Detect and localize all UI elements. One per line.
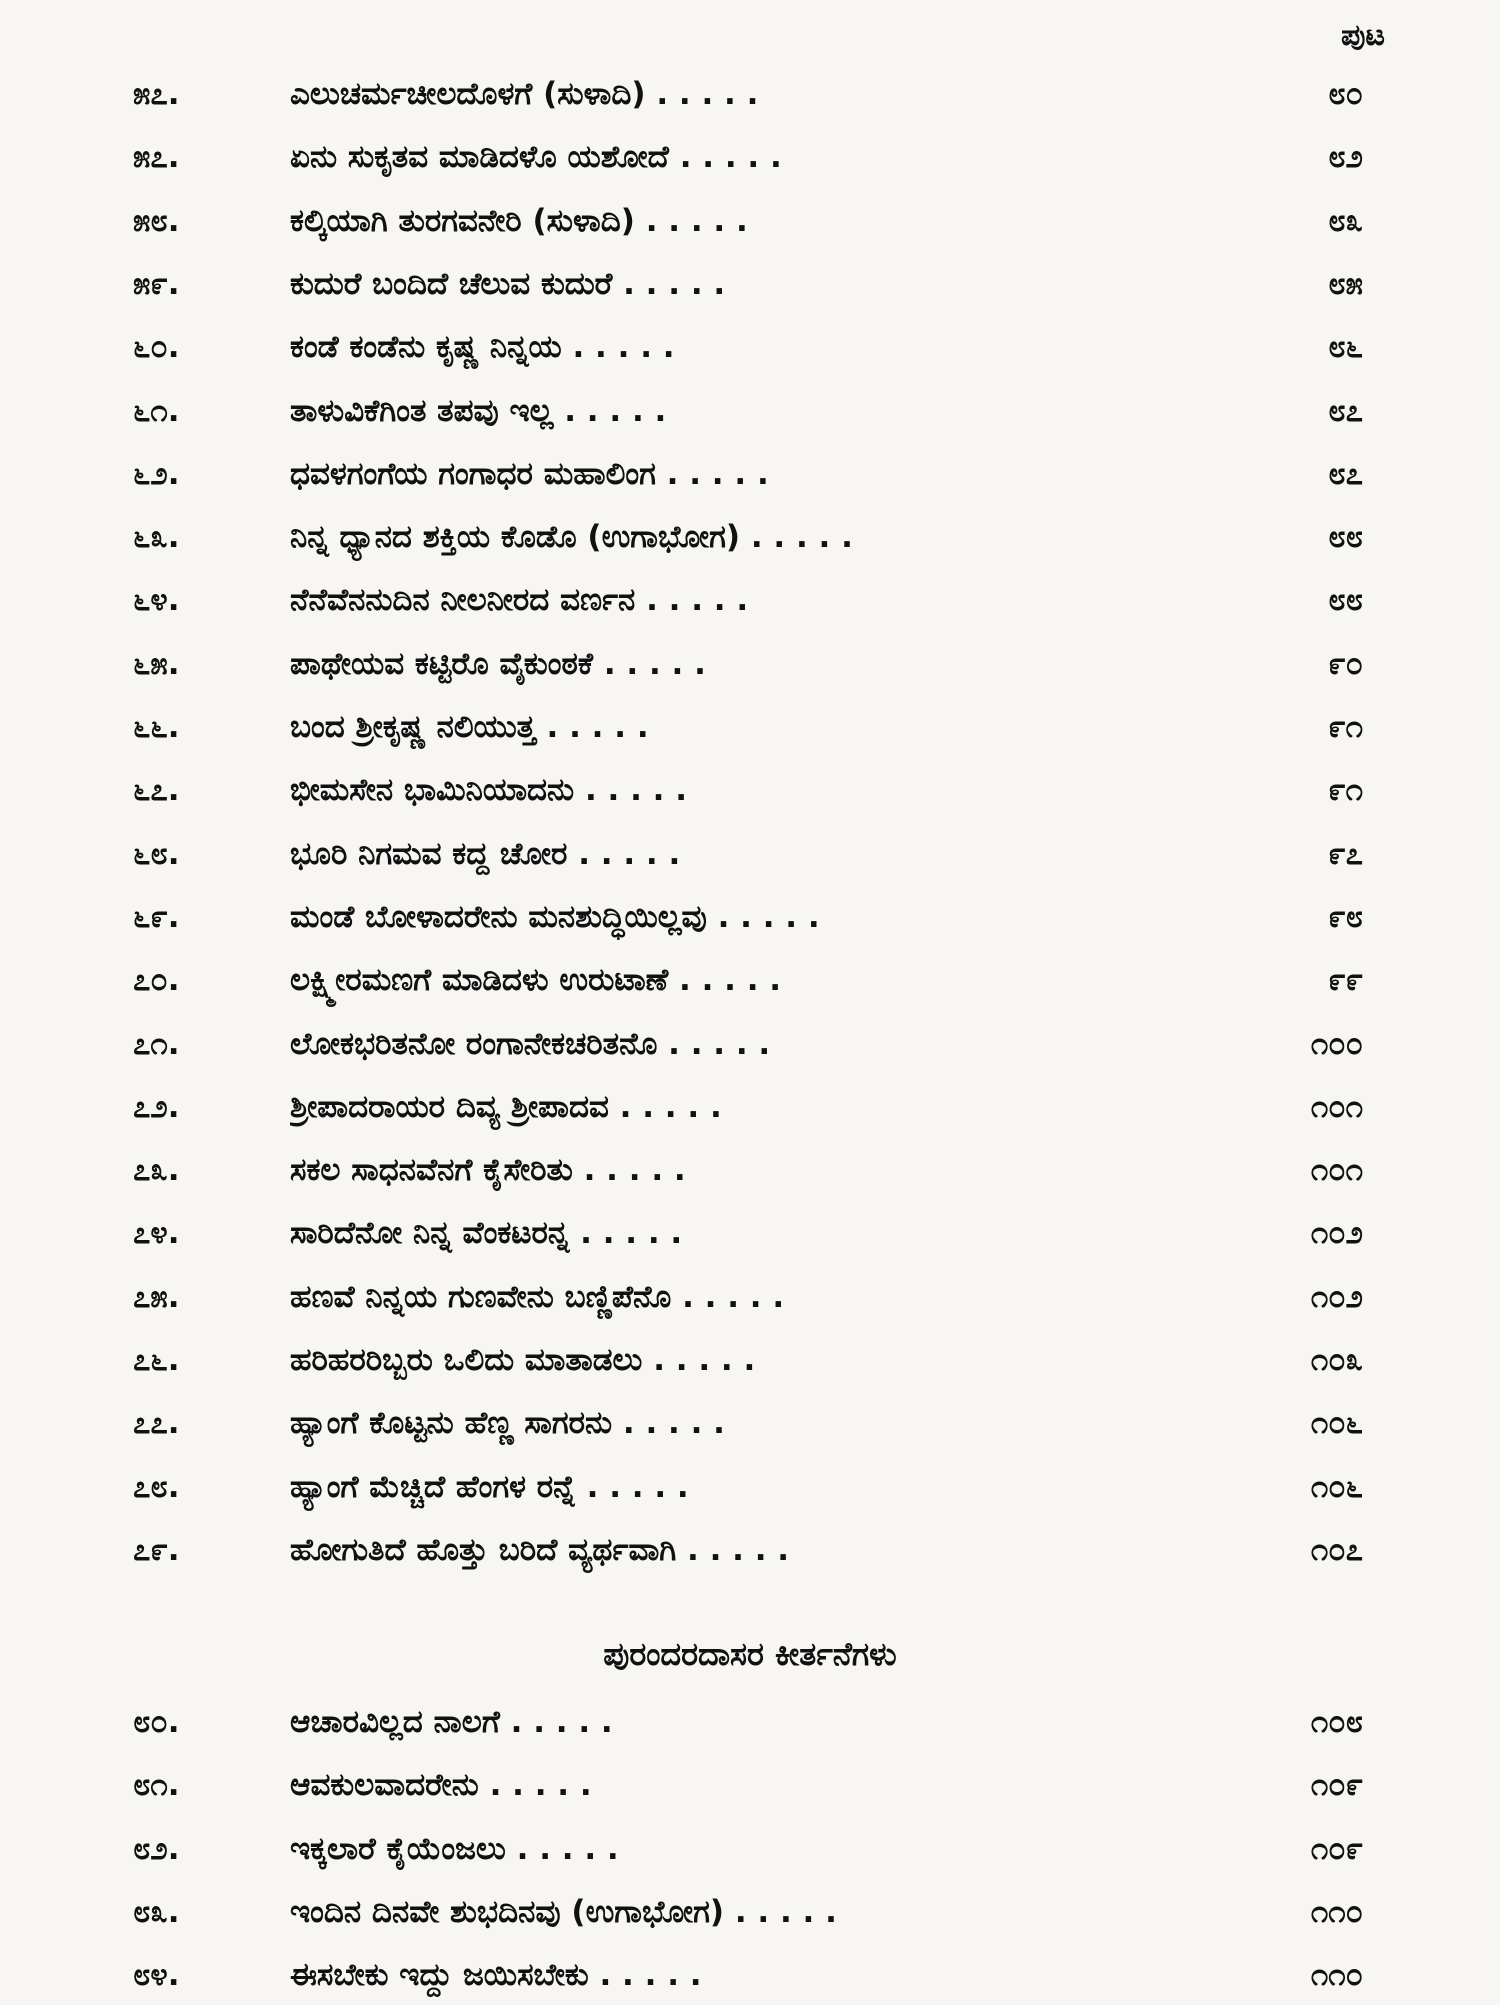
- entry-number: ೭೨.: [133, 1088, 180, 1125]
- entry-number: ೫೮.: [133, 202, 180, 239]
- entry-number: ೮೩.: [133, 1893, 180, 1930]
- entry-title: ಭೀಮಸೇನ ಭಾಮಿನಿಯಾದನು . . . . .: [290, 772, 687, 809]
- entry-page-number: ೮೫: [1328, 265, 1363, 302]
- entry-page-number: ೮೭: [1328, 455, 1363, 492]
- entry-page-number: ೧೦೭: [1310, 1531, 1363, 1568]
- toc-entry: [0, 1330, 1500, 1390]
- entry-page-number: ೮೦: [1328, 76, 1363, 112]
- entry-title: ಹೋಗುತಿದೆ ಹೊತ್ತು ಬರಿದೆ ವ್ಯರ್ಥವಾಗಿ . . . . .: [290, 1531, 790, 1568]
- toc-entry: [0, 64, 1500, 124]
- entry-number: ೭೪.: [133, 1215, 180, 1252]
- entry-number: ೫೭.: [133, 139, 180, 176]
- page-column-label: ಪುಟ: [1340, 18, 1385, 53]
- entry-title: ಇಂದಿನ ದಿನವೇ ಶುಭದಿನವು (ಉಗಾಭೋಗ) . . . . .: [290, 1893, 837, 1930]
- toc-entry: [0, 1882, 1500, 1942]
- entry-title: ಏನು ಸುಕೃತವ ಮಾಡಿದಳೊ ಯಶೋದೆ . . . . .: [290, 139, 782, 176]
- entry-page-number: ೧೧೦: [1310, 1893, 1363, 1930]
- entry-title: ಹ್ಯಾಂಗೆ ಮೆಚ್ಚಿದೆ ಹೆಂಗಳ ರನ್ನೆ . . . . .: [290, 1468, 689, 1505]
- toc-entry: [0, 1014, 1500, 1074]
- entry-title: ಭೂರಿ ನಿಗಮವ ಕದ್ದ ಚೋರ . . . . .: [290, 835, 681, 872]
- entry-page-number: ೧೦೬: [1310, 1468, 1363, 1505]
- entry-title: ಧವಳಗಂಗೆಯ ಗಂಗಾಧರ ಮಹಾಲಿಂಗ . . . . .: [290, 455, 769, 492]
- entry-page-number: ೧೦೯: [1310, 1830, 1363, 1867]
- entry-number: ೭೯.: [133, 1531, 180, 1568]
- entry-page-number: ೧೦೧: [1310, 1088, 1363, 1125]
- entry-title: ಆಚಾರವಿಲ್ಲದ ನಾಲಗೆ . . . . .: [290, 1704, 613, 1740]
- entry-number: ೬೧.: [133, 392, 180, 429]
- entry-number: ೭೩.: [133, 1152, 180, 1189]
- entry-title: ಶ್ರೀಪಾದರಾಯರ ದಿವ್ಯ ಶ್ರೀಪಾದವ . . . . .: [290, 1088, 722, 1125]
- entry-title: ಹ್ಯಾಂಗೆ ಕೊಟ್ಟನು ಹೆಣ್ಣ ಸಾಗರನು . . . . .: [290, 1405, 725, 1442]
- toc-entry: [0, 634, 1500, 694]
- entry-number: ೭೮.: [133, 1468, 180, 1505]
- section-heading: ಪುರಂದರದಾಸರ ಕೀರ್ತನೆಗಳು: [603, 1635, 897, 1673]
- entry-page-number: ೯೦: [1328, 645, 1363, 682]
- entry-number: ೬೩.: [133, 519, 180, 556]
- toc-entry: [0, 1140, 1500, 1200]
- toc-entry: [0, 1755, 1500, 1815]
- entry-page-number: ೯೧: [1328, 709, 1363, 745]
- toc-entry: [0, 950, 1500, 1010]
- toc-entry: [0, 1692, 1500, 1752]
- toc-entry: [0, 317, 1500, 377]
- entry-title: ಪಾಥೇಯವ ಕಟ್ಟಿರೊ ವೈಕುಂಠಕೆ . . . . .: [290, 645, 706, 682]
- entry-title: ಹಣವೆ ನಿನ್ನಯ ಗುಣವೇನು ಬಣ್ಣಿಪೆನೊ . . . . .: [290, 1278, 785, 1315]
- toc-entry: [0, 444, 1500, 504]
- entry-number: ೫೭.: [133, 76, 180, 112]
- entry-number: ೬೮.: [133, 835, 180, 872]
- entry-title: ಕುದುರೆ ಬಂದಿದೆ ಚೆಲುವ ಕುದುರೆ . . . . .: [290, 265, 726, 302]
- toc-entry: [0, 1077, 1500, 1137]
- toc-entry: [0, 507, 1500, 567]
- entry-number: ೬೫.: [133, 645, 180, 682]
- entry-page-number: ೧೦೩: [1310, 1342, 1363, 1378]
- toc-entry: [0, 1393, 1500, 1453]
- toc-entry: [0, 697, 1500, 757]
- toc-entry: [0, 887, 1500, 947]
- entry-page-number: ೮೩: [1328, 202, 1363, 239]
- entry-title: ಈಸಬೇಕು ಇದ್ದು ಜಯಿಸಬೇಕು . . . . .: [290, 1957, 702, 1994]
- entry-title: ತಾಳುವಿಕೆಗಿಂತ ತಪವು ಇಲ್ಲ . . . . .: [290, 392, 667, 429]
- toc-entry: [0, 760, 1500, 820]
- entry-page-number: ೮೨: [1328, 139, 1363, 176]
- entry-page-number: ೧೦೬: [1310, 1405, 1363, 1442]
- toc-entry: [0, 1457, 1500, 1517]
- toc-entry: [0, 127, 1500, 187]
- entry-page-number: ೯೭: [1328, 835, 1363, 872]
- entry-number: ೮೧.: [133, 1767, 180, 1804]
- entry-number: ೭೦.: [133, 962, 180, 999]
- entry-number: ೫೯.: [133, 265, 180, 302]
- entry-title: ಸಾರಿದೆನೋ ನಿನ್ನ ವೆಂಕಟರನ್ನ . . . . .: [290, 1215, 683, 1252]
- toc-entry: [0, 824, 1500, 884]
- toc-entry: [0, 254, 1500, 314]
- entry-number: ೬೯.: [133, 898, 180, 935]
- entry-title: ಕಲ್ಕಿಯಾಗಿ ತುರಗವನೇರಿ (ಸುಳಾದಿ) . . . . .: [290, 202, 748, 239]
- entry-number: ೮೦.: [133, 1704, 180, 1740]
- entry-title: ಲಕ್ಷ್ಮೀರಮಣಗೆ ಮಾಡಿದಳು ಉರುಟಾಣೆ . . . . .: [290, 962, 782, 999]
- entry-number: ೬೨.: [133, 455, 180, 492]
- entry-number: ೬೪.: [133, 582, 180, 619]
- entry-page-number: ೮೮: [1328, 582, 1363, 619]
- entry-page-number: ೧೦೨: [1310, 1215, 1363, 1252]
- entry-title: ಬಂದ ಶ್ರೀಕೃಷ್ಣ ನಲಿಯುತ್ತ . . . . .: [290, 709, 649, 745]
- entry-page-number: ೧೦೯: [1310, 1767, 1363, 1804]
- toc-entry: [0, 1520, 1500, 1580]
- entry-number: ೮೨.: [133, 1830, 180, 1867]
- entry-number: ೮೪.: [133, 1957, 180, 1994]
- toc-entry: [0, 570, 1500, 630]
- entry-page-number: ೧೦೮: [1310, 1704, 1363, 1740]
- entry-number: ೭೫.: [133, 1278, 180, 1315]
- entry-page-number: ೧೧೦: [1310, 1957, 1363, 1994]
- entry-title: ಸಕಲ ಸಾಧನವೆನಗೆ ಕೈಸೇರಿತು . . . . .: [290, 1152, 686, 1189]
- entry-title: ಆವಕುಲವಾದರೇನು . . . . .: [290, 1767, 592, 1804]
- entry-page-number: ೯೮: [1328, 898, 1363, 935]
- entry-number: ೬೦.: [133, 329, 180, 366]
- entry-title: ಕಂಡೆ ಕಂಡೆನು ಕೃಷ್ಣ ನಿನ್ನಯ . . . . .: [290, 329, 675, 366]
- entry-title: ಇಕ್ಕಲಾರೆ ಕೈಯೆಂಜಲು . . . . .: [290, 1830, 619, 1867]
- entry-page-number: ೧೦೨: [1310, 1278, 1363, 1315]
- entry-page-number: ೧೦೦: [1310, 1025, 1363, 1062]
- entry-number: ೭೧.: [133, 1025, 180, 1062]
- toc-entry: [0, 381, 1500, 441]
- entry-number: ೬೭.: [133, 772, 180, 809]
- entry-page-number: ೧೦೧: [1310, 1152, 1363, 1189]
- entry-number: ೭೬.: [133, 1342, 180, 1378]
- entry-page-number: ೮೮: [1328, 519, 1363, 556]
- entry-title: ಹರಿಹರರಿಬ್ಬರು ಒಲಿದು ಮಾತಾಡಲು . . . . .: [290, 1342, 756, 1378]
- toc-entry: [0, 1819, 1500, 1879]
- toc-entry: [0, 1203, 1500, 1263]
- entry-title: ಲೋಕಭರಿತನೋ ರಂಗಾನೇಕಚರಿತನೊ . . . . .: [290, 1025, 771, 1062]
- entry-number: ೭೭.: [133, 1405, 180, 1442]
- entry-number: ೬೬.: [133, 709, 180, 745]
- entry-page-number: ೮೭: [1328, 392, 1363, 429]
- entry-page-number: ೯೧: [1328, 772, 1363, 809]
- entry-page-number: ೯೯: [1328, 962, 1363, 999]
- entry-title: ಮಂಡೆ ಬೋಳಾದರೇನು ಮನಶುದ್ಧಿಯಿಲ್ಲವು . . . . .: [290, 898, 820, 935]
- toc-entry: [0, 1945, 1500, 2005]
- entry-title: ಎಲುಚರ್ಮಚೀಲದೊಳಗೆ (ಸುಳಾದಿ) . . . . .: [290, 76, 759, 112]
- entry-title: ನೆನೆವೆನನುದಿನ ನೀಲನೀರದ ವರ್ಣನ . . . . .: [290, 582, 749, 619]
- entry-page-number: ೮೬: [1328, 329, 1363, 366]
- toc-entry: [0, 191, 1500, 251]
- toc-entry: [0, 1267, 1500, 1327]
- entry-title: ನಿನ್ನ ಧ್ಯಾನದ ಶಕ್ತಿಯ ಕೊಡೊ (ಉಗಾಭೋಗ) . . . . .: [290, 519, 853, 556]
